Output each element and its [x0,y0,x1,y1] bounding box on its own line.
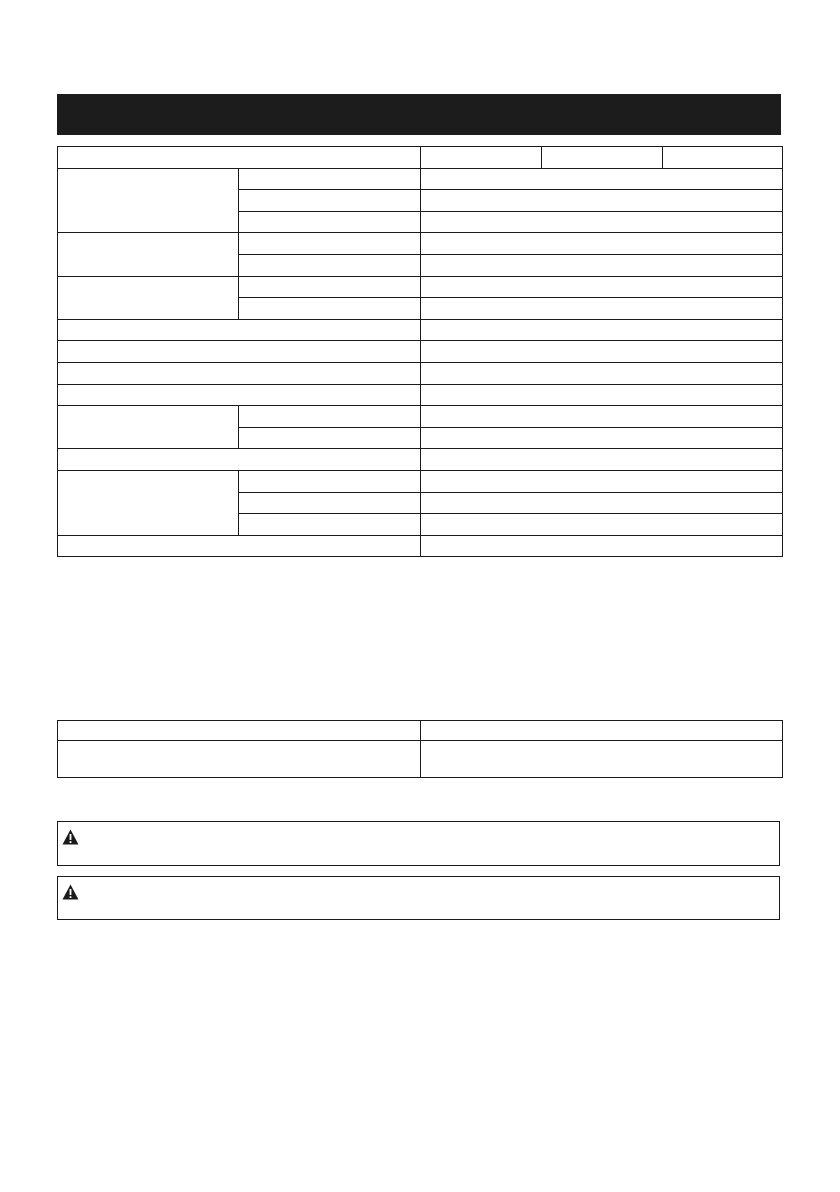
group-label-cell [58,406,239,449]
table-row [58,741,783,778]
value-cell [421,190,783,212]
sub-label-cell [239,168,421,190]
label-cell [58,341,421,363]
table-row [58,470,783,492]
value-cell [421,427,783,449]
value-cell [421,168,783,190]
section-title-bar [57,94,781,135]
sub-label-cell [239,427,421,449]
label-cell [58,362,421,384]
sub-label-cell [239,211,421,233]
group-label-cell [58,168,239,233]
table-row [58,406,783,428]
sub-label-cell [239,492,421,514]
table-row [58,319,783,341]
label-cell [58,384,421,406]
model-column-2-cell [542,147,663,169]
group-label-cell [58,276,239,319]
table-row [58,233,783,255]
value-cell [421,741,783,778]
model-header-cell [58,147,421,169]
model-column-3-cell [663,147,783,169]
table-row [58,384,783,406]
value-cell [421,406,783,428]
value-cell [421,298,783,320]
table-row [58,721,783,741]
label-cell [58,449,421,471]
table-row [58,449,783,471]
sub-label-cell [239,233,421,255]
sub-label-cell [239,514,421,536]
table-row [58,276,783,298]
value-cell [421,492,783,514]
value-cell [421,319,783,341]
group-label-cell [58,470,239,535]
vibration-table [57,720,783,778]
value-cell [421,384,783,406]
value-cell [421,211,783,233]
value-cell [421,514,783,536]
warning-triangle-icon [62,884,79,900]
value-cell [421,276,783,298]
label-cell [58,535,421,557]
value-cell [58,741,421,778]
label-cell [58,319,421,341]
table-row [58,168,783,190]
value-cell [421,233,783,255]
sub-label-cell [239,254,421,276]
warning-box [57,876,780,920]
sub-label-cell [239,190,421,212]
warning-box [57,821,780,866]
value-cell [421,362,783,384]
header-cell [58,721,421,741]
group-label-cell [58,233,239,276]
sub-label-cell [239,298,421,320]
warning-triangle-icon [62,829,79,845]
value-cell [421,470,783,492]
model-column-1-cell [421,147,542,169]
table-row [58,147,783,169]
value-cell [421,535,783,557]
sub-label-cell [239,470,421,492]
value-cell [421,449,783,471]
sub-label-cell [239,276,421,298]
header-cell [421,721,783,741]
table-row [58,535,783,557]
value-cell [421,254,783,276]
specifications-table [57,146,783,557]
table-row [58,362,783,384]
value-cell [421,341,783,363]
sub-label-cell [239,406,421,428]
table-row [58,341,783,363]
